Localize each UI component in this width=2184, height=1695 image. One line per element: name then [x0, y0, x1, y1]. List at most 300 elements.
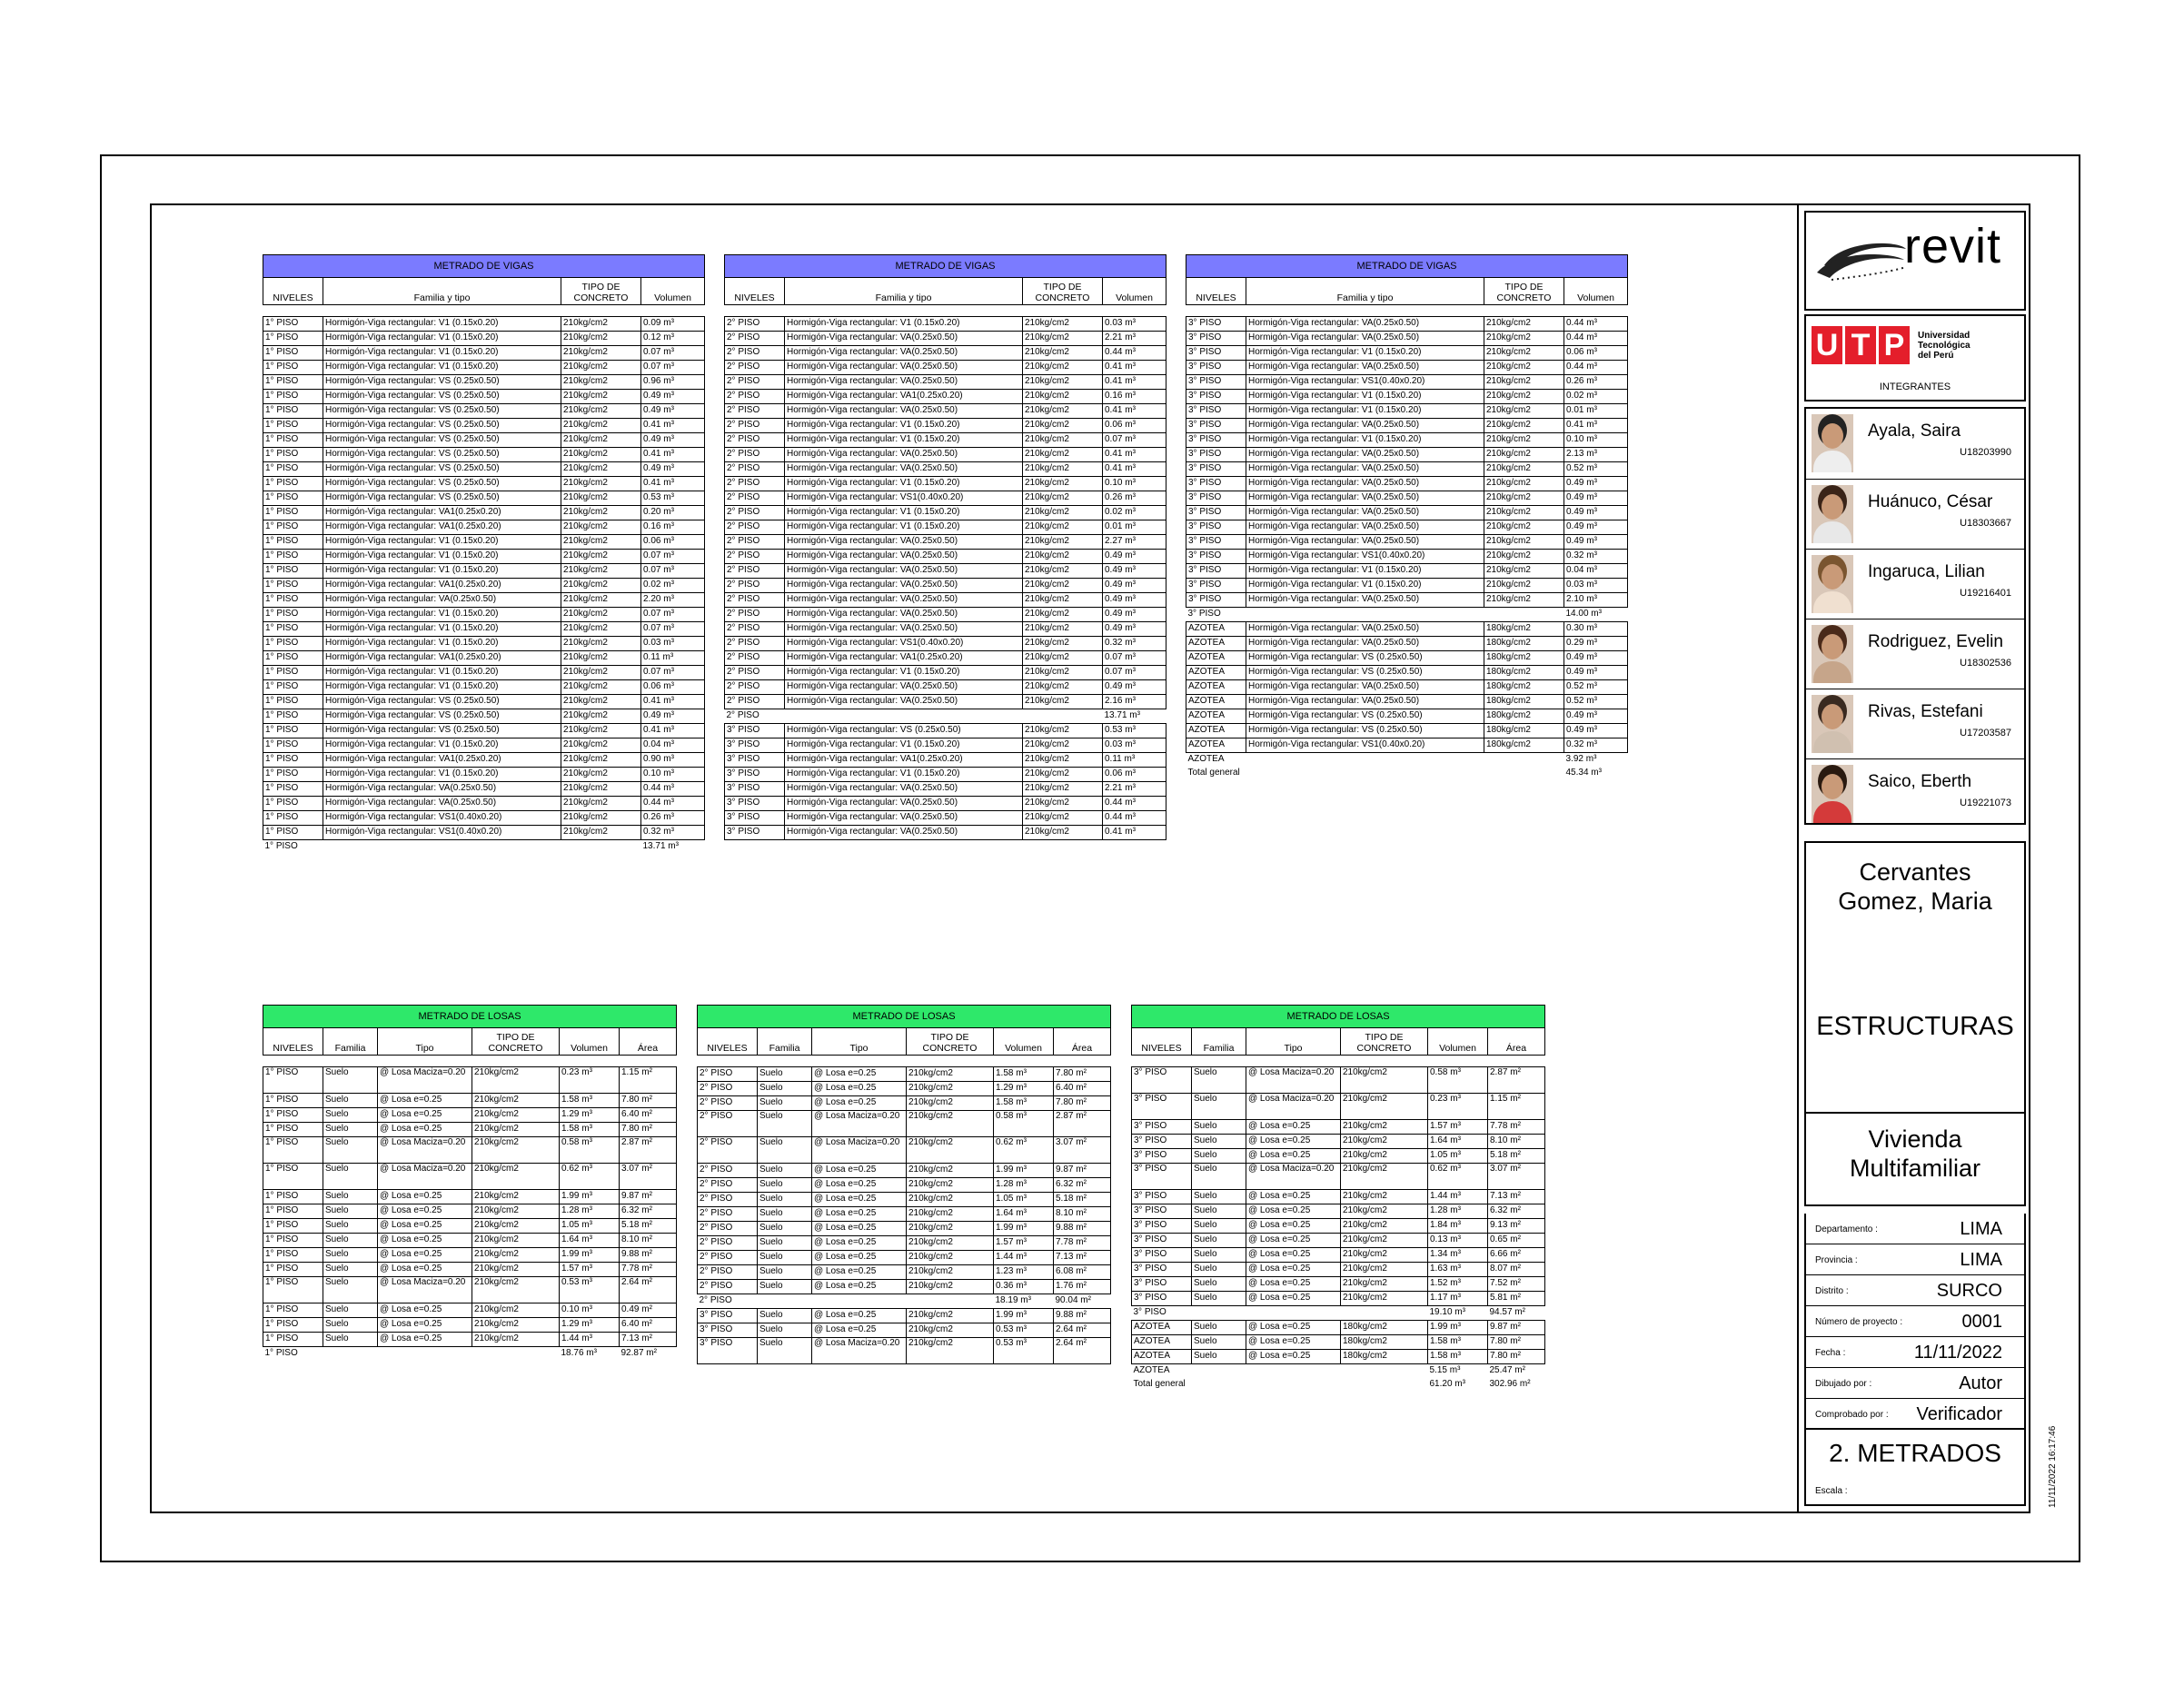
cell-familia: Hormigón-Viga rectangular: V1 (0.15x0.20)	[323, 622, 561, 637]
cell-nivel: 1° PISO	[263, 404, 323, 419]
total-area: 302.96 m²	[1489, 1379, 1531, 1389]
member-photo-avatar	[1812, 695, 1853, 753]
table-row	[1132, 1248, 1545, 1263]
cell-volumen: 0.44 m³	[1103, 346, 1166, 361]
table-row	[1132, 1190, 1545, 1204]
cell-familia: Suelo	[1192, 1190, 1246, 1204]
cell-concreto: 180kg/cm2	[1341, 1335, 1428, 1350]
cell-concreto: 210kg/cm2	[1023, 491, 1103, 506]
cell-volumen: 0.49 m³	[1103, 550, 1166, 564]
table-row	[1186, 622, 1628, 637]
cell-familia: Suelo	[1192, 1292, 1246, 1306]
table-row	[1186, 680, 1628, 695]
cell-nivel: 1° PISO	[263, 579, 323, 593]
col-familia: Familia y tipo	[785, 278, 1023, 305]
cell-volumen: 0.04 m³	[1564, 564, 1628, 579]
cell-volumen: 0.49 m³	[1564, 506, 1628, 520]
cell-familia: Hormigón-Viga rectangular: VA1(0.25x0.20)	[323, 579, 561, 593]
cell-concreto: 210kg/cm2	[1484, 448, 1564, 462]
cell-nivel: 1° PISO	[263, 462, 323, 477]
cell-concreto: 180kg/cm2	[1484, 724, 1564, 738]
cell-concreto: 210kg/cm2	[907, 1164, 994, 1178]
cell-concreto: 210kg/cm2	[907, 1265, 994, 1280]
cell-nivel: 2° PISO	[698, 1178, 758, 1193]
cell-familia: Hormigón-Viga rectangular: VA(0.25x0.50)	[785, 695, 1023, 709]
cell-volumen: 0.58 m³	[560, 1137, 620, 1164]
cell-nivel: 1° PISO	[263, 1318, 323, 1333]
cell-familia: Suelo	[1192, 1120, 1246, 1135]
gap-row	[725, 305, 1166, 317]
cell-tipo: @ Losa e=0.25	[378, 1204, 472, 1219]
table-row	[1132, 1149, 1545, 1164]
cell-concreto: 210kg/cm2	[1023, 375, 1103, 390]
title-block	[1797, 205, 2030, 1512]
cell-nivel: 1° PISO	[263, 346, 323, 361]
cell-familia: Hormigón-Viga rectangular: VA(0.25x0.50)	[785, 564, 1023, 579]
cell-concreto: 210kg/cm2	[907, 1111, 994, 1137]
cell-nivel: 1° PISO	[263, 666, 323, 680]
cell-nivel: 1° PISO	[263, 797, 323, 811]
table-row	[1186, 520, 1628, 535]
cell-nivel: 3° PISO	[1132, 1164, 1192, 1190]
table-row	[263, 1263, 677, 1277]
table-row	[725, 520, 1166, 535]
cell-volumen: 0.44 m³	[1564, 317, 1628, 332]
cell-nivel: 3° PISO	[1186, 404, 1246, 419]
cell-tipo: @ Losa e=0.25	[812, 1082, 907, 1096]
field-row	[1806, 1306, 2024, 1337]
cell-concreto: 210kg/cm2	[1484, 535, 1564, 550]
cell-concreto: 210kg/cm2	[1023, 550, 1103, 564]
cell-area: 7.80 m²	[620, 1094, 677, 1108]
cell-nivel: 3° PISO	[725, 797, 785, 811]
cell-nivel: 2° PISO	[725, 419, 785, 433]
cell-volumen: 1.58 m³	[1428, 1350, 1488, 1364]
cell-volumen: 0.07 m³	[641, 666, 705, 680]
cell-tipo: @ Losa e=0.25	[812, 1193, 907, 1207]
cell-nivel: AZOTEA	[1132, 1335, 1192, 1350]
cell-concreto: 210kg/cm2	[561, 768, 641, 782]
vigas-header-row	[263, 278, 705, 305]
cell-nivel: 3° PISO	[1186, 346, 1246, 361]
cell-concreto: 210kg/cm2	[472, 1263, 560, 1277]
subtotal-volume: 5.15 m³	[1429, 1365, 1461, 1375]
cell-volumen: 1.99 m³	[560, 1248, 620, 1263]
cell-concreto: 210kg/cm2	[561, 564, 641, 579]
cell-concreto: 210kg/cm2	[1484, 506, 1564, 520]
cell-volumen: 0.41 m³	[641, 419, 705, 433]
cell-volumen: 1.29 m³	[994, 1082, 1054, 1096]
cell-volumen: 1.05 m³	[994, 1193, 1054, 1207]
field-label: Distrito :	[1815, 1286, 1849, 1296]
cell-nivel: 1° PISO	[263, 782, 323, 797]
cell-concreto: 210kg/cm2	[1484, 433, 1564, 448]
losas-header-row	[1132, 1028, 1545, 1056]
cell-nivel: 3° PISO	[1132, 1263, 1192, 1277]
cell-nivel: 2° PISO	[698, 1111, 758, 1137]
table-row	[1186, 593, 1628, 608]
cell-nivel: AZOTEA	[1186, 709, 1246, 724]
cell-volumen: 0.44 m³	[1564, 361, 1628, 375]
cell-nivel: 1° PISO	[263, 1123, 323, 1137]
cell-familia: Hormigón-Viga rectangular: V1 (0.15x0.20)	[1246, 433, 1484, 448]
cell-familia: Hormigón-Viga rectangular: V1 (0.15x0.20)	[785, 477, 1023, 491]
cell-concreto: 210kg/cm2	[561, 608, 641, 622]
cell-concreto: 210kg/cm2	[1023, 797, 1103, 811]
cell-tipo: @ Losa e=0.25	[378, 1303, 472, 1318]
cell-volumen: 0.96 m³	[641, 375, 705, 390]
field-value: LIMA	[1960, 1219, 2002, 1239]
cell-nivel: 1° PISO	[263, 332, 323, 346]
col-volumen: Volumen	[1103, 278, 1166, 305]
cell-concreto: 210kg/cm2	[1023, 564, 1103, 579]
table-row	[263, 608, 705, 622]
cell-concreto: 210kg/cm2	[472, 1204, 560, 1219]
cell-area: 6.40 m²	[620, 1108, 677, 1123]
table-row	[1132, 1067, 1545, 1094]
total-label: Total general	[1187, 768, 1240, 778]
cell-familia: Hormigón-Viga rectangular: VA(0.25x0.50)	[1246, 622, 1484, 637]
cell-area: 8.10 m²	[1488, 1135, 1545, 1149]
utp-logo-box	[1804, 314, 2026, 401]
cell-familia: Hormigón-Viga rectangular: VS (0.25x0.50)	[785, 724, 1023, 738]
cell-concreto: 180kg/cm2	[1484, 666, 1564, 680]
cell-tipo: @ Losa e=0.25	[812, 1323, 907, 1338]
cell-familia: Hormigón-Viga rectangular: VA1(0.25x0.20)	[785, 390, 1023, 404]
table-row	[1186, 738, 1628, 753]
cell-familia: Suelo	[758, 1222, 812, 1236]
table-row	[725, 550, 1166, 564]
cell-volumen: 0.06 m³	[1103, 419, 1166, 433]
cell-familia: Suelo	[323, 1108, 378, 1123]
table-row	[1186, 666, 1628, 680]
cell-volumen: 2.10 m³	[1564, 593, 1628, 608]
cell-familia: Hormigón-Viga rectangular: VA(0.25x0.50)	[785, 811, 1023, 826]
cell-volumen: 0.01 m³	[1564, 404, 1628, 419]
cell-volumen: 0.58 m³	[1428, 1067, 1488, 1094]
vigas-header-row	[725, 278, 1166, 305]
cell-tipo: @ Losa e=0.25	[378, 1263, 472, 1277]
cell-concreto: 210kg/cm2	[561, 826, 641, 840]
cell-nivel: 1° PISO	[263, 477, 323, 491]
cell-concreto: 210kg/cm2	[1023, 695, 1103, 709]
field-value: 0001	[1961, 1312, 2002, 1332]
cell-tipo: @ Losa e=0.25	[812, 1222, 907, 1236]
cell-familia: Hormigón-Viga rectangular: VS (0.25x0.50)	[1246, 724, 1484, 738]
field-value: LIMA	[1960, 1250, 2002, 1270]
cell-nivel: 3° PISO	[1132, 1067, 1192, 1094]
cell-familia: Hormigón-Viga rectangular: VS (0.25x0.50)	[323, 433, 561, 448]
cell-volumen: 0.04 m³	[641, 738, 705, 753]
cell-familia: Hormigón-Viga rectangular: V1 (0.15x0.20)	[785, 520, 1023, 535]
cell-tipo: @ Losa e=0.25	[1246, 1135, 1341, 1149]
cell-familia: Suelo	[758, 1236, 812, 1251]
cell-concreto: 210kg/cm2	[561, 375, 641, 390]
cell-volumen: 1.58 m³	[994, 1067, 1054, 1082]
cell-concreto: 210kg/cm2	[561, 332, 641, 346]
cell-concreto: 210kg/cm2	[907, 1193, 994, 1207]
cell-concreto: 210kg/cm2	[561, 680, 641, 695]
losas-title-row	[263, 1006, 677, 1028]
cell-volumen: 0.02 m³	[1103, 506, 1166, 520]
cell-familia: Suelo	[1192, 1321, 1246, 1335]
cell-volumen: 0.49 m³	[1103, 593, 1166, 608]
col-volumen: Volumen	[641, 278, 705, 305]
cell-tipo: @ Losa e=0.25	[378, 1333, 472, 1347]
losas-title-row	[698, 1006, 1111, 1028]
cell-concreto: 210kg/cm2	[561, 753, 641, 768]
cell-concreto: 210kg/cm2	[561, 579, 641, 593]
cell-volumen: 1.58 m³	[560, 1094, 620, 1108]
cell-concreto: 180kg/cm2	[1341, 1350, 1428, 1364]
losas-title-row	[1132, 1006, 1545, 1028]
cell-concreto: 210kg/cm2	[1341, 1120, 1428, 1135]
member-photo-avatar	[1812, 625, 1853, 683]
cell-concreto: 210kg/cm2	[472, 1248, 560, 1263]
table-row	[1132, 1164, 1545, 1190]
col-tipo: Tipo	[378, 1028, 472, 1056]
cell-concreto: 180kg/cm2	[1484, 651, 1564, 666]
cell-concreto: 210kg/cm2	[1023, 433, 1103, 448]
subtotal-label: 1° PISO	[264, 1348, 298, 1358]
cell-nivel: 2° PISO	[725, 550, 785, 564]
cell-concreto: 210kg/cm2	[472, 1318, 560, 1333]
cell-concreto: 180kg/cm2	[1484, 680, 1564, 695]
table-row	[725, 680, 1166, 695]
cell-nivel: 2° PISO	[725, 666, 785, 680]
cell-familia: Suelo	[1192, 1067, 1246, 1094]
cell-tipo: @ Losa e=0.25	[378, 1234, 472, 1248]
table-row	[725, 724, 1166, 738]
table-row	[698, 1222, 1111, 1236]
revit-logo-text: revit	[1904, 219, 2002, 273]
cell-concreto: 210kg/cm2	[907, 1280, 994, 1294]
cell-volumen: 0.03 m³	[1103, 317, 1166, 332]
cell-volumen: 0.49 m³	[641, 709, 705, 724]
cell-familia: Hormigón-Viga rectangular: VS (0.25x0.50)	[323, 375, 561, 390]
member-card	[1806, 689, 2024, 758]
field-value: 11/11/2022	[1913, 1343, 2002, 1363]
cell-area: 9.87 m²	[1054, 1164, 1111, 1178]
cell-concreto: 210kg/cm2	[1023, 622, 1103, 637]
cell-tipo: @ Losa e=0.25	[1246, 1190, 1341, 1204]
cell-volumen: 0.13 m³	[1428, 1234, 1488, 1248]
col-familia: Familia	[1192, 1028, 1246, 1056]
cell-volumen: 0.49 m³	[641, 404, 705, 419]
table-row	[1186, 433, 1628, 448]
losas-header-row	[263, 1028, 677, 1056]
cell-volumen: 1.44 m³	[1428, 1190, 1488, 1204]
cell-nivel: 2° PISO	[725, 680, 785, 695]
cell-concreto: 210kg/cm2	[1341, 1263, 1428, 1277]
cell-concreto: 210kg/cm2	[907, 1323, 994, 1338]
cell-familia: Hormigón-Viga rectangular: VS (0.25x0.50)	[323, 491, 561, 506]
col-niveles: NIVELES	[263, 1028, 323, 1056]
cell-familia: Hormigón-Viga rectangular: VA(0.25x0.50)	[785, 346, 1023, 361]
cell-concreto: 210kg/cm2	[1023, 782, 1103, 797]
cell-volumen: 1.64 m³	[1428, 1135, 1488, 1149]
cell-familia: Suelo	[758, 1164, 812, 1178]
table-row	[725, 419, 1166, 433]
cell-concreto: 210kg/cm2	[561, 390, 641, 404]
cell-nivel: 3° PISO	[1186, 520, 1246, 535]
cell-concreto: 210kg/cm2	[1341, 1248, 1428, 1263]
losas-table	[263, 1005, 677, 1361]
cell-volumen: 0.62 m³	[1428, 1164, 1488, 1190]
table-row	[1132, 1263, 1545, 1277]
cell-familia: Hormigón-Viga rectangular: V1 (0.15x0.20)	[1246, 390, 1484, 404]
subtotal-value: 13.71 m³	[1104, 710, 1140, 720]
subtotal-label: AZOTEA	[1187, 754, 1225, 764]
cell-concreto: 210kg/cm2	[561, 491, 641, 506]
cell-tipo: @ Losa e=0.25	[378, 1190, 472, 1204]
cell-concreto: 210kg/cm2	[561, 433, 641, 448]
table-row	[698, 1082, 1111, 1096]
cell-volumen: 0.49 m³	[1564, 666, 1628, 680]
total-row	[1132, 1378, 1545, 1392]
cell-volumen: 0.49 m³	[1564, 535, 1628, 550]
table-row	[1186, 375, 1628, 390]
cell-area: 2.64 m²	[1054, 1323, 1111, 1338]
cell-nivel: 3° PISO	[1186, 535, 1246, 550]
cell-tipo: @ Losa e=0.25	[812, 1251, 907, 1265]
cell-area: 7.80 m²	[1054, 1067, 1111, 1082]
cell-nivel: 2° PISO	[725, 579, 785, 593]
field-row	[1806, 1214, 2024, 1244]
cell-volumen: 0.44 m³	[641, 782, 705, 797]
cell-volumen: 0.49 m³	[1564, 724, 1628, 738]
gap-row	[1132, 1056, 1545, 1067]
cell-volumen: 0.02 m³	[1564, 390, 1628, 404]
cell-volumen: 0.44 m³	[1103, 797, 1166, 811]
cell-familia: Hormigón-Viga rectangular: V1 (0.15x0.20)	[323, 317, 561, 332]
cell-concreto: 210kg/cm2	[472, 1094, 560, 1108]
cell-familia: Hormigón-Viga rectangular: VS1(0.40x0.20)	[1246, 550, 1484, 564]
col-niveles: NIVELES	[725, 278, 785, 305]
cell-nivel: 3° PISO	[1186, 462, 1246, 477]
cell-familia: Suelo	[323, 1263, 378, 1277]
cell-volumen: 0.07 m³	[1103, 666, 1166, 680]
cell-area: 8.07 m²	[1488, 1263, 1545, 1277]
cell-area: 7.13 m²	[620, 1333, 677, 1347]
vigas-title: METRADO DE VIGAS	[725, 255, 1166, 278]
utp-letter-p: P	[1879, 326, 1910, 364]
cell-volumen: 0.09 m³	[641, 317, 705, 332]
subtotal-label: 3° PISO	[1133, 1307, 1166, 1317]
cell-volumen: 0.49 m³	[1564, 651, 1628, 666]
cell-familia: Hormigón-Viga rectangular: VS (0.25x0.50)	[323, 419, 561, 433]
cell-familia: Hormigón-Viga rectangular: VA(0.25x0.50)	[785, 550, 1023, 564]
cell-concreto: 210kg/cm2	[1484, 462, 1564, 477]
cell-nivel: 3° PISO	[1186, 448, 1246, 462]
table-row	[725, 637, 1166, 651]
cell-nivel: AZOTEA	[1186, 622, 1246, 637]
cell-nivel: 2° PISO	[725, 506, 785, 520]
cell-familia: Hormigón-Viga rectangular: V1 (0.15x0.20)	[785, 768, 1023, 782]
cell-tipo: @ Losa e=0.25	[812, 1207, 907, 1222]
cell-nivel: 1° PISO	[263, 651, 323, 666]
table-row	[263, 1318, 677, 1333]
subtotal-label: 2° PISO	[726, 710, 759, 720]
cell-familia: Hormigón-Viga rectangular: V1 (0.15x0.20)	[323, 564, 561, 579]
table-row	[1186, 477, 1628, 491]
table-row	[263, 1123, 677, 1137]
cell-familia: Hormigón-Viga rectangular: VA1(0.25x0.20)	[323, 651, 561, 666]
cell-familia: Hormigón-Viga rectangular: VA(0.25x0.50)	[785, 680, 1023, 695]
cell-familia: Suelo	[758, 1309, 812, 1323]
table-row	[725, 608, 1166, 622]
cell-area: 7.52 m²	[1488, 1277, 1545, 1292]
cell-nivel: 1° PISO	[263, 1067, 323, 1094]
table-row	[263, 433, 705, 448]
col-niveles: NIVELES	[263, 278, 323, 305]
total-volume: 61.20 m³	[1429, 1379, 1465, 1389]
member-card	[1806, 479, 2024, 549]
cell-area: 3.07 m²	[1054, 1137, 1111, 1164]
cell-familia: Suelo	[758, 1251, 812, 1265]
cell-volumen: 0.53 m³	[560, 1277, 620, 1303]
cell-volumen: 2.13 m³	[1564, 448, 1628, 462]
field-label: Número de proyecto :	[1815, 1317, 1903, 1327]
cell-familia: Hormigón-Viga rectangular: VS (0.25x0.50)	[323, 477, 561, 491]
vigas-title: METRADO DE VIGAS	[263, 255, 705, 278]
cell-familia: Suelo	[323, 1303, 378, 1318]
table-row	[1186, 724, 1628, 738]
table-row	[1186, 317, 1628, 332]
cell-area: 9.88 m²	[1054, 1309, 1111, 1323]
col-tipo-concreto: TIPO DE CONCRETO	[1341, 1028, 1428, 1056]
cell-nivel: 3° PISO	[1132, 1248, 1192, 1263]
cell-volumen: 0.26 m³	[1103, 491, 1166, 506]
cell-nivel: 1° PISO	[263, 1234, 323, 1248]
table-row	[263, 375, 705, 390]
cell-volumen: 0.49 m³	[641, 390, 705, 404]
cell-concreto: 210kg/cm2	[907, 1067, 994, 1082]
cell-tipo: @ Losa e=0.25	[378, 1108, 472, 1123]
member-name: Ingaruca, Lilian	[1868, 562, 1985, 581]
cell-volumen: 0.53 m³	[1103, 724, 1166, 738]
cell-familia: Suelo	[1192, 1335, 1246, 1350]
cell-nivel: 1° PISO	[263, 608, 323, 622]
cell-volumen: 1.05 m³	[560, 1219, 620, 1234]
table-row	[1132, 1120, 1545, 1135]
cell-volumen: 0.41 m³	[1103, 462, 1166, 477]
cell-nivel: 1° PISO	[263, 491, 323, 506]
table-row	[263, 724, 705, 738]
cell-nivel: AZOTEA	[1186, 651, 1246, 666]
cell-tipo: @ Losa e=0.25	[1246, 1335, 1341, 1350]
cell-familia: Suelo	[1192, 1248, 1246, 1263]
cell-familia: Hormigón-Viga rectangular: V1 (0.15x0.20)	[323, 361, 561, 375]
cell-familia: Suelo	[758, 1265, 812, 1280]
cell-tipo: @ Losa Maciza=0.20	[812, 1111, 907, 1137]
cell-familia: Hormigón-Viga rectangular: VS1(0.40x0.20)	[1246, 375, 1484, 390]
cell-concreto: 210kg/cm2	[1023, 346, 1103, 361]
cell-volumen: 0.30 m³	[1564, 622, 1628, 637]
table-row	[263, 1277, 677, 1303]
cell-nivel: 3° PISO	[698, 1323, 758, 1338]
cell-concreto: 210kg/cm2	[1484, 375, 1564, 390]
cell-tipo: @ Losa Maciza=0.20	[1246, 1067, 1341, 1094]
cell-concreto: 210kg/cm2	[561, 317, 641, 332]
proyecto-box	[1804, 1112, 2026, 1206]
cell-volumen: 0.41 m³	[1103, 375, 1166, 390]
cell-volumen: 0.07 m³	[641, 550, 705, 564]
cell-concreto: 210kg/cm2	[561, 404, 641, 419]
cell-familia: Hormigón-Viga rectangular: VS (0.25x0.50)	[323, 404, 561, 419]
col-tipo-concreto: TIPO DE CONCRETO	[561, 278, 641, 305]
cell-nivel: 2° PISO	[725, 695, 785, 709]
